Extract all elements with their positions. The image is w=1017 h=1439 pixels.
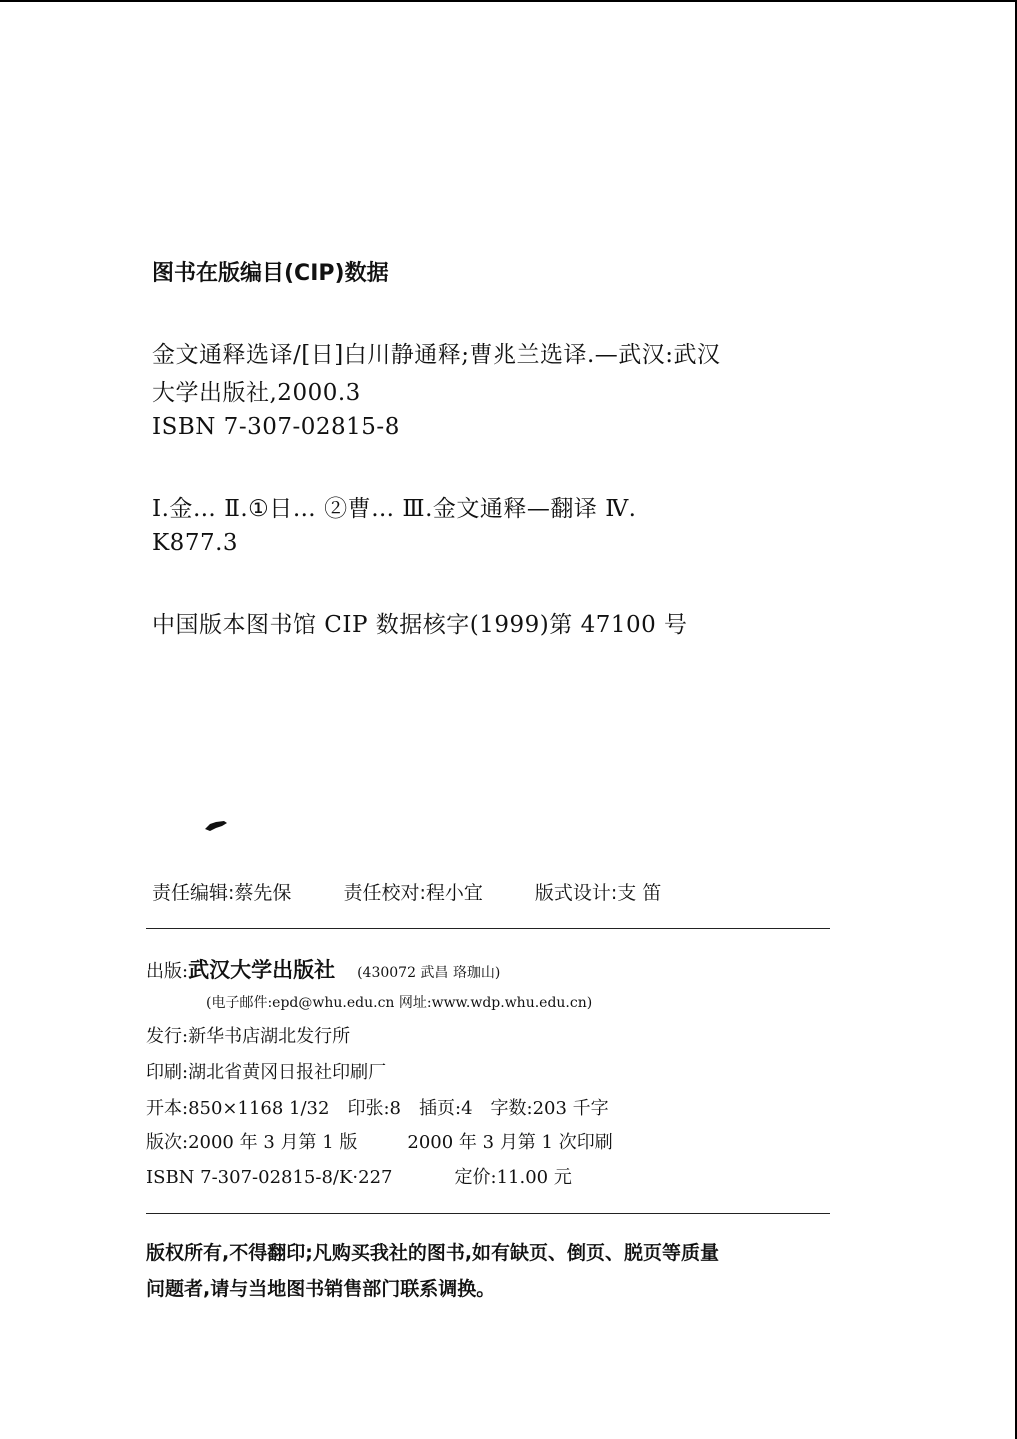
designer-credit: 版式设计:支 笛	[534, 882, 662, 904]
publisher-line	[146, 954, 500, 984]
page-border-top	[0, 0, 1017, 2]
cip-record-line-2: 大学出版社,2000.3	[152, 380, 361, 406]
credits-line	[152, 878, 707, 905]
edition-line	[146, 1128, 613, 1154]
cip-subjects-line-2: K877.3	[152, 530, 239, 556]
ink-blot-mark	[204, 820, 228, 832]
editor-credit: 责任编辑:蔡先保	[152, 882, 292, 904]
publisher-contact: (电子邮件:epd@whu.edu.cn 网址:www.wdp.whu.edu.cn)	[206, 995, 593, 1011]
isbn-price-line	[146, 1163, 572, 1189]
publisher-address: (430072 武昌 珞珈山)	[357, 965, 501, 981]
cip-data-number: 中国版本图书馆 CIP 数据核字(1999)第 47100 号	[152, 612, 688, 638]
format-spec: 开本:850×1168 1/32	[146, 1098, 330, 1119]
full-isbn: ISBN 7-307-02815-8/K·227	[146, 1167, 393, 1188]
plates-spec: 插页:4	[419, 1098, 473, 1119]
publisher-name: 武汉大学出版社	[188, 958, 336, 982]
print-run-info: 2000 年 3 月第 1 次印刷	[407, 1132, 613, 1153]
proofreader-credit: 责任校对:程小宜	[343, 882, 483, 904]
sheets-spec: 印张:8	[347, 1098, 401, 1119]
cip-isbn: ISBN 7-307-02815-8	[152, 414, 400, 440]
publisher-label: 出版:	[146, 961, 189, 982]
word-count-spec: 字数:203 千字	[490, 1098, 609, 1119]
divider-top	[146, 928, 830, 929]
distribution-line: 发行:新华书店湖北发行所	[146, 1026, 351, 1047]
edition-info: 版次:2000 年 3 月第 1 版	[146, 1132, 358, 1153]
printing-line: 印刷:湖北省黄冈日报社印刷厂	[146, 1062, 387, 1083]
copyright-notice-line-2: 问题者,请与当地图书销售部门联系调换。	[146, 1278, 496, 1300]
specs-line	[146, 1094, 609, 1120]
cip-subjects-line-1: Ⅰ.金… Ⅱ.①日… ②曹… Ⅲ.金文通释—翻译 Ⅳ.	[152, 496, 637, 522]
divider-bottom	[146, 1213, 830, 1214]
copyright-notice-line-1: 版权所有,不得翻印;凡购买我社的图书,如有缺页、倒页、脱页等质量	[146, 1242, 720, 1264]
cip-record-line-1: 金文通释选译/[日]白川静通释;曹兆兰选译.—武汉:武汉	[152, 342, 721, 368]
cip-heading: 图书在版编目(CIP)数据	[152, 261, 389, 286]
price: 定价:11.00 元	[454, 1167, 572, 1188]
